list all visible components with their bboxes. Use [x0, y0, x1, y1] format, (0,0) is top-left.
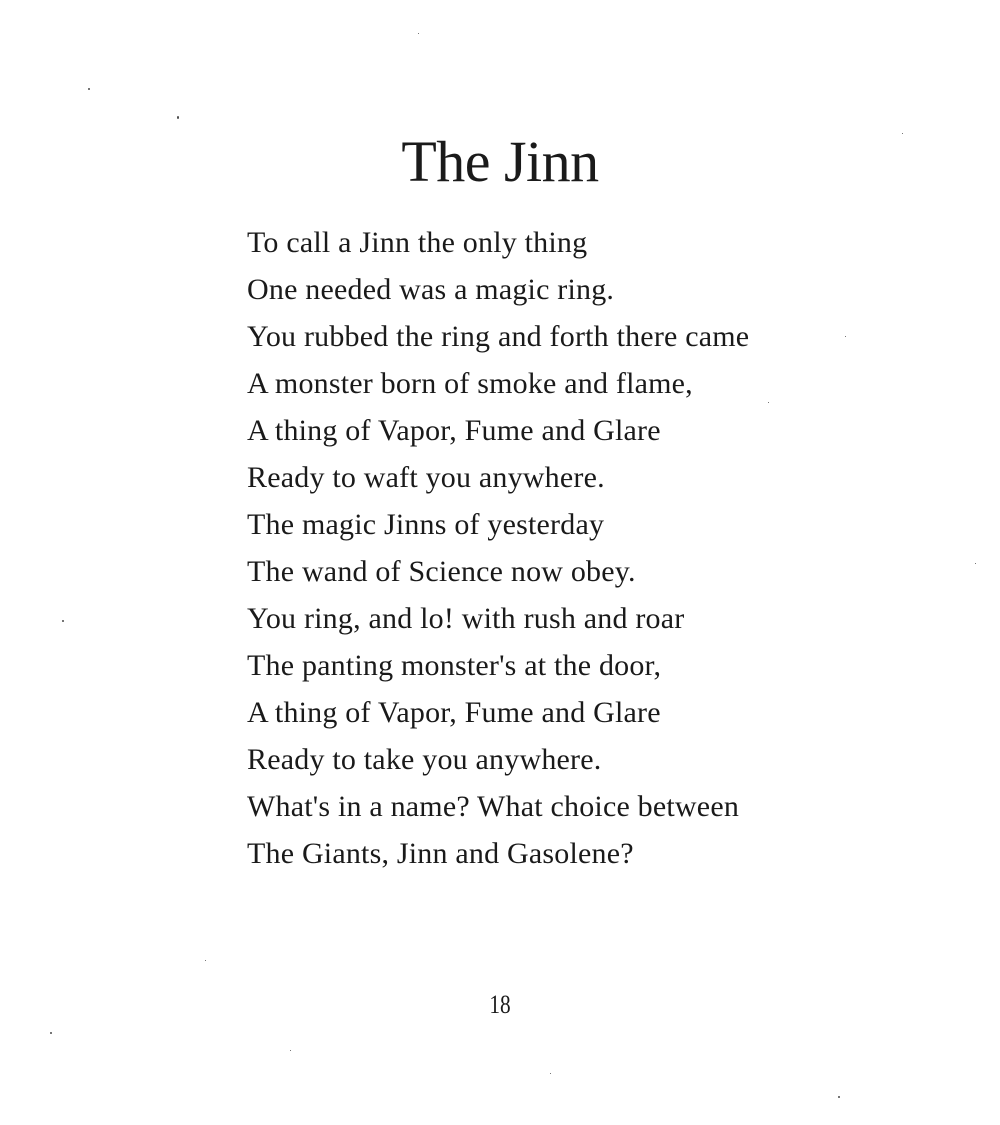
poem-line: The panting monster's at the door,: [247, 649, 662, 682]
poem-line: The Giants, Jinn and Gasolene?: [247, 837, 634, 870]
scan-speck: [768, 402, 769, 403]
poem-line: The magic Jinns of yesterday: [247, 508, 605, 541]
poem-line: A monster born of smoke and flame,: [247, 367, 693, 400]
scan-speck: [290, 1050, 291, 1051]
poem-line: One needed was a magic ring.: [247, 273, 615, 306]
poem-line: You rubbed the ring and forth there came: [247, 320, 750, 353]
poem-line: You ring, and lo! with rush and roar: [247, 602, 685, 635]
poem-body: [247, 219, 749, 877]
poem-line: A thing of Vapor, Fume and Glare: [247, 696, 661, 729]
scan-speck: [177, 116, 179, 119]
poem-line: What's in a name? What choice between: [247, 790, 740, 823]
scan-speck: [88, 88, 90, 90]
poem-title: The Jinn: [401, 129, 599, 194]
poem-line: A thing of Vapor, Fume and Glare: [247, 414, 661, 447]
scan-speck: [205, 960, 206, 961]
scan-speck: [550, 1073, 551, 1074]
scan-speck: [845, 336, 846, 337]
page-number: 18: [489, 990, 511, 1019]
scan-speck: [975, 563, 976, 564]
scan-speck: [418, 33, 419, 34]
poem-line: The wand of Science now obey.: [247, 555, 636, 588]
poem-line: Ready to waft you anywhere.: [247, 461, 605, 494]
scan-speck: [62, 620, 64, 622]
poem-line: To call a Jinn the only thing: [247, 226, 588, 259]
poem-line: Ready to take you anywhere.: [247, 743, 602, 776]
scan-speck: [50, 1032, 52, 1034]
scan-speck: [838, 1096, 840, 1098]
